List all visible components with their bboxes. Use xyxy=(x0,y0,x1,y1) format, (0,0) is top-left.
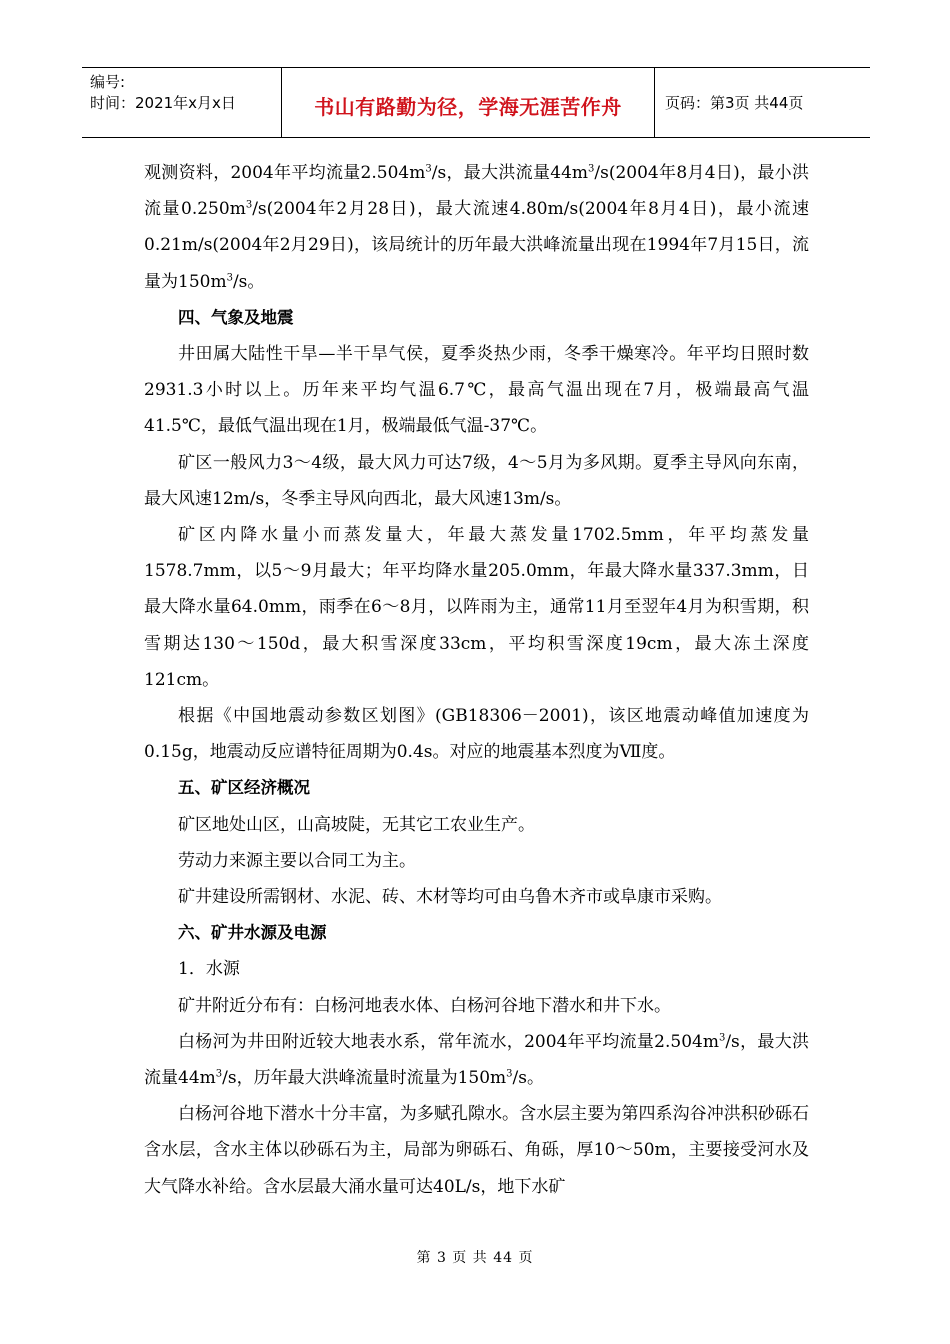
subheading-water-source: 1．水源 xyxy=(178,959,240,980)
superscript: 3 xyxy=(226,271,233,283)
text-run: 白杨河为井田附近较大地表水系，常年流水，2004年平均流量2.504m xyxy=(178,1031,719,1052)
superscript: 3 xyxy=(588,163,595,175)
paragraph-climate: 井田属大陆性干旱—半干旱气侯，夏季炎热少雨，冬季干燥寒冷。年平均日照时数2931.3小时以上。历年来平均气温6.7℃，最高气温出现在7月，极端最高气温41.5℃，最低气温出现在1月，极端最低气温-37℃。 xyxy=(144,344,809,437)
paragraph-wind: 矿区一般风力3～4级，最大风力可达7级，4～5月为多风期。夏季主导风向东南，最大风速12m/s，冬季主导风向西北，最大风速13m/s。 xyxy=(144,452,809,509)
section-heading-water-power: 六、矿井水源及电源 xyxy=(178,923,327,943)
paragraph-water-1: 矿井附近分布有：白杨河地表水体、白杨河谷地下潜水和井下水。 xyxy=(178,995,671,1016)
paragraph-economy-3: 矿井建设所需钢材、水泥、砖、木材等均可由乌鲁木齐市或阜康市采购。 xyxy=(178,887,722,908)
text-run: /s(2004年2月28日)，最大流速4.80m/s(2004年8月4日)，最小流速0.21m/s(2004年2月29日)，该局统计的历年最大洪峰流量出现在1994年7月15日，流量为150m xyxy=(144,199,809,292)
paragraph-earthquake: 根据《中国地震动参数区划图》(GB18306－2001)，该区地震动峰值加速度为0.15g，地震动反应谱特征周期为0.4s。对应的地震基本烈度为Ⅶ度。 xyxy=(144,706,809,763)
header-page-number: 页码：第3页 共44页 xyxy=(665,94,804,112)
text-run: /s，历年最大洪峰流量时流量为150m xyxy=(222,1068,507,1089)
document-date-label: 时间：2021年x月x日 xyxy=(90,94,236,112)
text-run: /s(2004年8月4日)，最小洪流量0.250m xyxy=(144,163,809,220)
section-heading-climate: 四、气象及地震 xyxy=(178,307,294,327)
superscript: 3 xyxy=(506,1068,513,1080)
page-footer: 第 3 页 共 44 页 xyxy=(416,1250,534,1266)
paragraph-economy-1: 矿区地处山区，山高坡陡，无其它工农业生产。 xyxy=(178,814,535,835)
header-meta xyxy=(82,68,282,137)
page-header xyxy=(82,67,870,138)
paragraph-water-3: 白杨河谷地下潜水十分丰富，为多赋孔隙水。含水层主要为第四系沟谷冲洪积砂砾石含水层，含水主体以砂砾石为主，局部为卵砾石、角砾，厚10～50m，主要接受河水及大气降水补给。含水层最大涌水量可达40L/s，地下水矿 xyxy=(144,1104,809,1197)
superscript: 3 xyxy=(245,199,253,211)
text-run: /s。 xyxy=(512,1068,544,1089)
document-number-label: 编号: xyxy=(90,73,126,91)
superscript: 3 xyxy=(718,1032,726,1044)
text-run: /s，最大洪流量44m xyxy=(431,163,589,183)
superscript: 3 xyxy=(215,1068,223,1080)
section-heading-economy: 五、矿区经济概况 xyxy=(178,778,310,798)
paragraph-flow-data xyxy=(144,155,809,300)
paragraph-water-2 xyxy=(144,1024,809,1096)
text-run: 观测资料，2004年平均流量2.504m xyxy=(144,163,426,183)
paragraph-precipitation: 矿区内降水量小而蒸发量大，年最大蒸发量1702.5mm，年平均蒸发量1578.7mm，以5～9月最大；年平均降水量205.0mm，年最大降水量337.3mm，日最大降水量64.0mm，雨季在6～8月，以阵雨为主，通常11月至翌年4月为积雪期，积雪期达130～150d，最大积雪深度33cm，平均积雪深度19cm，最大冻土深度121cm。 xyxy=(144,525,809,690)
document-body xyxy=(144,155,809,1205)
paragraph-economy-2: 劳动力来源主要以合同工为主。 xyxy=(178,850,416,871)
superscript: 3 xyxy=(425,163,432,175)
header-motto: 书山有路勤为径，学海无涯苦作舟 xyxy=(282,68,655,137)
text-run: /s，最大洪流量44m xyxy=(144,1031,809,1089)
text-run: /s。 xyxy=(232,271,265,292)
